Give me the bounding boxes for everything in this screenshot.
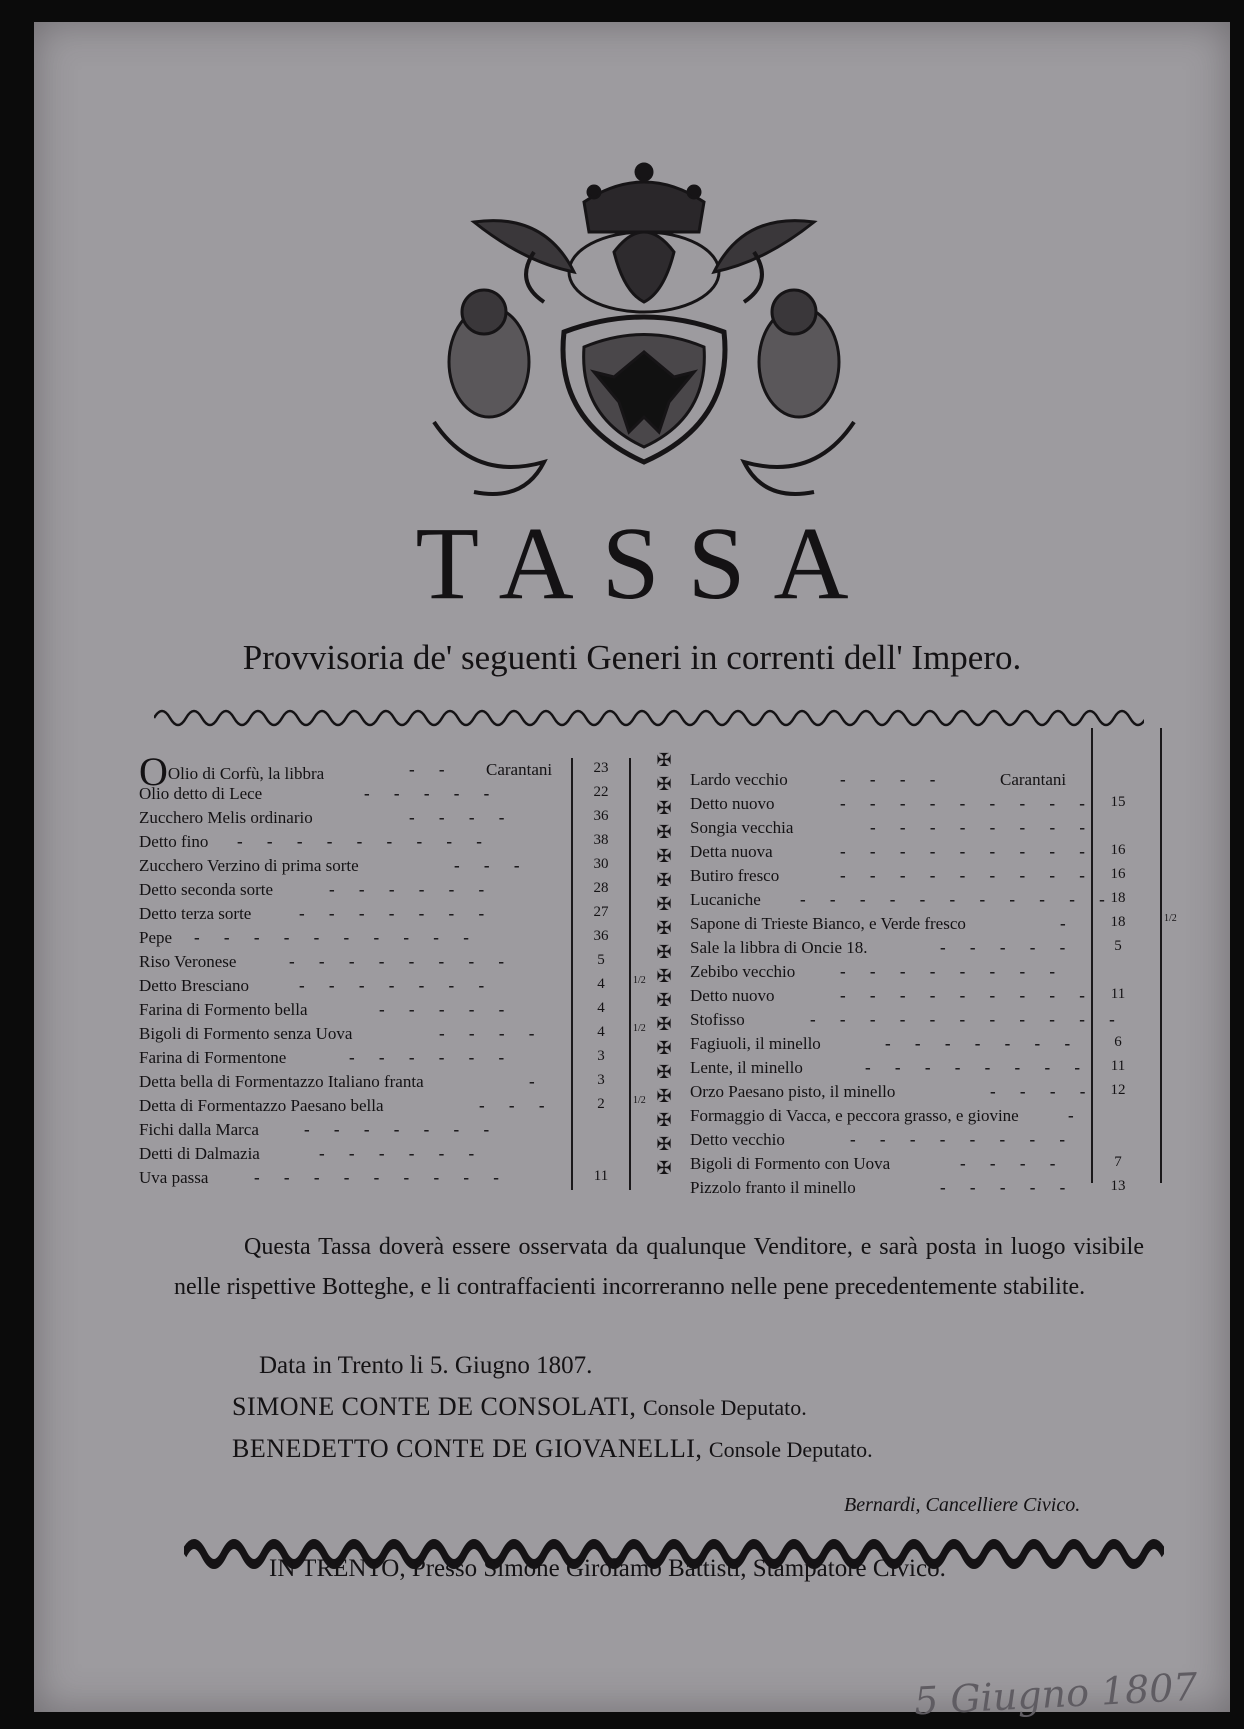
signatory-line bbox=[232, 1392, 807, 1422]
item-name: Bigoli di Formento con Uova bbox=[690, 1154, 891, 1173]
item-name: Zebibo vecchio bbox=[690, 962, 796, 981]
price-row: Detto seconda sorte - - - - - - 28 bbox=[139, 880, 639, 904]
fleuron-icon: ✠ bbox=[656, 894, 672, 915]
signatory-role: Console Deputato. bbox=[642, 1395, 807, 1420]
price-row: Detto terza sorte - - - - - - - 27 bbox=[139, 904, 639, 928]
fleuron-icon: ✠ bbox=[656, 846, 672, 867]
price-row: Farina di Formentone - - - - - - 3 bbox=[139, 1048, 639, 1072]
price-row: Detto nuovo - - - - - - - - - 11 bbox=[690, 986, 1210, 1010]
item-name: Farina di Formento bella bbox=[139, 1000, 308, 1019]
fleuron-icon: ✠ bbox=[656, 918, 672, 939]
item-name: Sale la libbra di Oncie 18. bbox=[690, 938, 868, 957]
item-name: Zucchero Melis ordinario bbox=[139, 808, 313, 827]
item-name: Olio detto di Lece bbox=[139, 784, 263, 803]
item-name: Lardo vecchio bbox=[690, 770, 788, 789]
item-price: 36 bbox=[593, 808, 609, 824]
item-name: Lente, il minello bbox=[690, 1058, 803, 1077]
item-price: 28 bbox=[593, 880, 609, 896]
price-fraction: 1/2 bbox=[633, 1095, 646, 1106]
item-name: Sapone di Trieste Bianco, e Verde fresco bbox=[690, 914, 966, 933]
handwritten-note: 5 Giugno 1807 bbox=[913, 1664, 1199, 1724]
fleuron-icon: ✠ bbox=[656, 1158, 672, 1179]
unit-label: Carantani bbox=[486, 760, 553, 779]
fleuron-icon: ✠ bbox=[656, 1086, 672, 1107]
price-fraction: 1/2 bbox=[633, 975, 646, 986]
price-row: Lucaniche - - - - - - - - - - - 18 bbox=[690, 890, 1210, 914]
price-row: Detto fino - - - - - - - - - 38 bbox=[139, 832, 639, 856]
item-price: 6 bbox=[1114, 1034, 1122, 1050]
price-row: Uva passa - - - - - - - - - 11 bbox=[139, 1168, 639, 1192]
item-name: Riso Veronese bbox=[139, 952, 237, 971]
item-price: 4 bbox=[597, 1000, 605, 1016]
item-price: 5 bbox=[1114, 938, 1122, 954]
price-row: OOlio di Corfù, la libbra - - Carantani 23 bbox=[139, 760, 639, 784]
item-price: 7 bbox=[1114, 1154, 1122, 1170]
fleuron-icon: ✠ bbox=[656, 870, 672, 891]
item-price: 18 bbox=[1110, 890, 1126, 906]
fleuron-icon: ✠ bbox=[656, 798, 672, 819]
item-name: Detto terza sorte bbox=[139, 904, 252, 923]
price-row: Sapone di Trieste Bianco, e Verde fresco - 18 1/2 bbox=[690, 913, 1177, 933]
price-row: Detto Bresciano - - - - - - - 4 1/2 bbox=[139, 975, 646, 995]
fleuron-icon: ✠ bbox=[656, 1062, 672, 1083]
chancellor-signature: Bernardi, Cancelliere Civico. bbox=[844, 1494, 1081, 1516]
item-name: Lucaniche bbox=[690, 890, 761, 909]
item-price: 11 bbox=[1110, 1058, 1126, 1074]
notice-paragraph: Questa Tassa doverà essere osservata da qualunque Venditore, e sarà posta in luogo visibile nelle rispettive Botteghe, e li contraffacienti incorreranno nelle pene precedentemente stabilite. bbox=[174, 1234, 1144, 1300]
price-row: Zucchero Melis ordinario - - - - 36 bbox=[139, 808, 639, 832]
item-name: Farina di Formentone bbox=[139, 1048, 287, 1067]
price-row: Farina di Formento bella - - - - - 4 bbox=[139, 1000, 639, 1024]
price-row: Detta nuova - - - - - - - - - 16 bbox=[690, 842, 1210, 866]
left-price-column bbox=[139, 749, 646, 1220]
fleuron-icon: ✠ bbox=[656, 1038, 672, 1059]
price-row: Fichi dalla Marca - - - - - - - bbox=[139, 1120, 500, 1139]
item-name: Detto vecchio bbox=[690, 1130, 785, 1149]
price-row: Songia vecchia - - - - - - - - bbox=[690, 818, 1096, 837]
item-name: Detta nuova bbox=[690, 842, 773, 861]
printer-text: Presso Simone Girolamo Battisti, Stampatore Civico. bbox=[411, 1555, 946, 1582]
item-price: 15 bbox=[1110, 794, 1126, 810]
price-fraction: 1/2 bbox=[1164, 913, 1177, 924]
item-price: 16 bbox=[1110, 842, 1126, 858]
fleuron-icon: ✠ bbox=[656, 750, 672, 771]
page-title: TASSA bbox=[415, 506, 877, 621]
item-price: 3 bbox=[597, 1048, 605, 1064]
item-price: 5 bbox=[597, 952, 605, 968]
price-row: Detta di Formentazzo Paesano bella - - - 2 1/2 bbox=[139, 1095, 646, 1115]
signatory-role: Console Deputato. bbox=[708, 1437, 873, 1462]
item-name: Detto nuovo bbox=[690, 986, 775, 1005]
price-row: Pepe - - - - - - - - - - 36 bbox=[139, 928, 639, 952]
item-name: Formaggio di Vacca, e peccora grasso, e giovine bbox=[690, 1106, 1019, 1125]
signatory-name: SIMONE CONTE DE CONSOLATI, bbox=[232, 1392, 637, 1421]
price-row: Olio detto di Lece - - - - - 22 bbox=[139, 784, 639, 808]
item-price: 3 bbox=[597, 1072, 605, 1088]
item-price: 11 bbox=[1110, 986, 1126, 1002]
price-fraction: 1/2 bbox=[633, 1023, 646, 1034]
item-name: Pepe bbox=[139, 928, 173, 947]
item-name: Detto nuovo bbox=[690, 794, 775, 813]
item-name: Zucchero Verzino di prima sorte bbox=[139, 856, 359, 875]
item-name: OOlio di Corfù, la libbra bbox=[139, 749, 325, 794]
date-line: Data in Trento li 5. Giugno 1807. bbox=[259, 1352, 593, 1379]
item-name: Pizzolo franto il minello bbox=[690, 1178, 856, 1197]
item-price: 12 bbox=[1110, 1082, 1126, 1098]
item-name: Songia vecchia bbox=[690, 818, 794, 837]
item-price: 27 bbox=[593, 904, 609, 920]
price-row: Bigoli di Formento con Uova - - - - 7 bbox=[690, 1154, 1210, 1178]
item-price: 30 bbox=[593, 856, 609, 872]
price-row: Lardo vecchio - - - - Carantani bbox=[690, 770, 1067, 789]
item-price: 36 bbox=[593, 928, 609, 944]
price-row: Pizzolo franto il minello - - - - - 13 bbox=[690, 1178, 1210, 1202]
price-row: Zucchero Verzino di prima sorte - - - 30 bbox=[139, 856, 639, 880]
price-row: Fagiuoli, il minello - - - - - - - 6 bbox=[690, 1034, 1210, 1058]
item-name: Detti di Dalmazia bbox=[139, 1144, 260, 1163]
item-name: Detta di Formentazzo Paesano bella bbox=[139, 1096, 384, 1115]
printer-place: IN TRENTO, bbox=[269, 1555, 406, 1582]
price-row: Detto nuovo - - - - - - - - - 15 bbox=[690, 794, 1210, 818]
signatory-line bbox=[232, 1434, 873, 1464]
wavy-rule-divider bbox=[154, 696, 1144, 732]
fleuron-icon: ✠ bbox=[656, 822, 672, 843]
right-price-column bbox=[654, 760, 1177, 1220]
fleuron-icon: ✠ bbox=[656, 990, 672, 1011]
price-row: Sale la libbra di Oncie 18. - - - - - 5 bbox=[690, 938, 1210, 962]
signatory-name: BENEDETTO CONTE DE GIOVANELLI, bbox=[232, 1434, 703, 1463]
fleuron-icon: ✠ bbox=[656, 1014, 672, 1035]
item-name: Detto fino bbox=[139, 832, 209, 851]
fleuron-icon: ✠ bbox=[656, 774, 672, 795]
fleuron-icon: ✠ bbox=[656, 1134, 672, 1155]
page-subtitle: Provvisoria de' seguenti Generi in correnti dell' Impero. bbox=[242, 638, 1022, 677]
price-row: Detto vecchio - - - - - - - - bbox=[690, 1130, 1076, 1149]
item-price: 38 bbox=[593, 832, 609, 848]
item-price: 11 bbox=[593, 1168, 609, 1184]
price-row: Zebibo vecchio - - - - - - - - bbox=[690, 962, 1066, 981]
price-row: Formaggio di Vacca, e peccora grasso, e giovine - bbox=[690, 1106, 1084, 1125]
fleuron-icon: ✠ bbox=[656, 966, 672, 987]
item-name: Detta bella di Formentazzo Italiano franta bbox=[139, 1072, 424, 1091]
coat-of-arms-emblem bbox=[414, 162, 874, 512]
item-name: Fichi dalla Marca bbox=[139, 1120, 259, 1139]
price-row: Stofisso - - - - - - - - - - - bbox=[690, 1010, 1125, 1029]
item-price: 4 bbox=[597, 1024, 605, 1040]
price-row: Butiro fresco - - - - - - - - - 16 bbox=[690, 866, 1210, 890]
price-row: Lente, il minello - - - - - - - - 11 bbox=[690, 1058, 1210, 1082]
item-name: Detto seconda sorte bbox=[139, 880, 274, 899]
item-name: Bigoli di Formento senza Uova bbox=[139, 1024, 353, 1043]
price-row: Bigoli di Formento senza Uova - - - - 4 1/2 bbox=[139, 1023, 646, 1043]
broadsheet bbox=[34, 22, 1230, 1724]
item-price: 4 bbox=[597, 976, 605, 992]
printer-imprint bbox=[269, 1555, 946, 1583]
item-price: 23 bbox=[593, 760, 609, 776]
price-row: Riso Veronese - - - - - - - - 5 bbox=[139, 952, 639, 976]
item-price: 22 bbox=[593, 784, 609, 800]
unit-label: Carantani bbox=[1000, 770, 1067, 789]
item-name: Uva passa bbox=[139, 1168, 209, 1187]
fleuron-icon: ✠ bbox=[656, 942, 672, 963]
item-name: Detto Bresciano bbox=[139, 976, 249, 995]
item-price: 2 bbox=[597, 1096, 605, 1112]
item-price: 16 bbox=[1110, 866, 1126, 882]
item-name: Stofisso bbox=[690, 1010, 745, 1029]
price-row: Orzo Paesano pisto, il minello - - - - 12 bbox=[690, 1082, 1210, 1106]
item-name: Fagiuoli, il minello bbox=[690, 1034, 821, 1053]
item-price: 18 bbox=[1110, 914, 1126, 930]
price-row: Detta bella di Formentazzo Italiano franta - 3 bbox=[139, 1072, 639, 1096]
price-row: Detti di Dalmazia - - - - - - bbox=[139, 1144, 485, 1163]
fleuron-icon: ✠ bbox=[656, 1110, 672, 1131]
item-name: Orzo Paesano pisto, il minello bbox=[690, 1082, 896, 1101]
item-name: Butiro fresco bbox=[690, 866, 780, 885]
item-price: 13 bbox=[1110, 1178, 1126, 1194]
